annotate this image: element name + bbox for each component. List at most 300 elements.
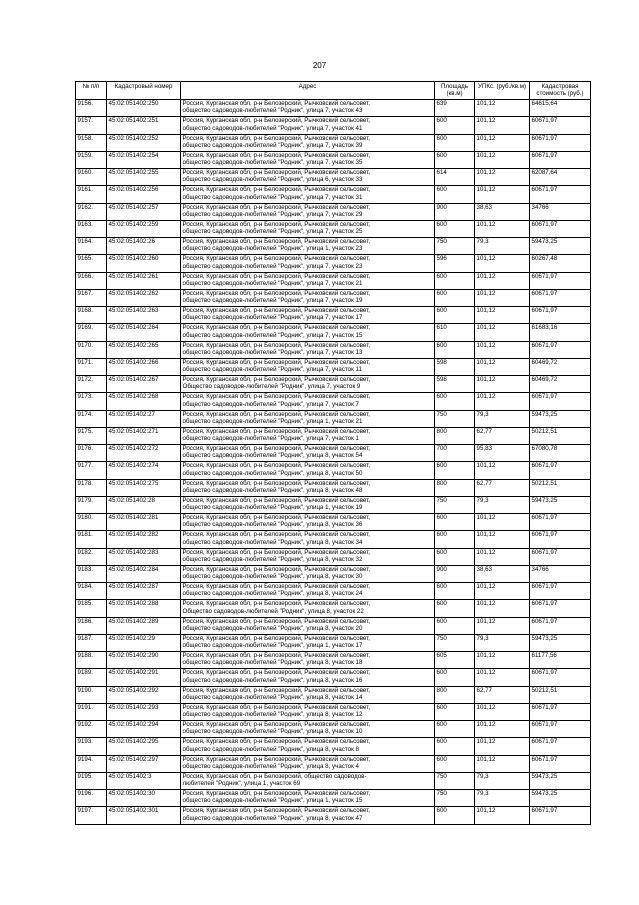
upks-value: 62,77 — [475, 427, 530, 444]
upks-value: 101,12 — [475, 531, 530, 548]
address-cell — [181, 151, 435, 168]
cadastral-number: 45:02:051402:261 — [107, 272, 181, 289]
address-line: общество садоводов-любителей "Родник", улица 7, участок 17 — [182, 314, 363, 322]
upks-value: 38,63 — [475, 203, 530, 220]
area-value: 750 — [435, 238, 475, 255]
address-line: Россия, Курганская обл, р-н Белозерский, Рычковский сельсовет, — [182, 738, 371, 746]
address-cell — [181, 514, 435, 531]
cadastral-cost-value: 60469,72 — [530, 358, 591, 375]
row-number: 9197. — [76, 807, 107, 824]
address-line: Россия, Курганская обл, р-н Белозерский, Рычковский сельсовет, — [182, 703, 371, 711]
address-cell — [181, 341, 435, 358]
cadastral-cost-value: 50212,51 — [530, 427, 591, 444]
address-cell — [181, 772, 435, 789]
upks-value: 38,63 — [475, 565, 530, 582]
address-line: Россия, Курганская обл, р-н Белозерский, Рычковский сельсовет, — [182, 100, 371, 107]
cadastral-cost-value: 60671,97 — [530, 548, 591, 565]
address-line: общество садоводов-любителей "Родник", улица 7, участок 7 — [182, 400, 359, 408]
area-value: 600 — [435, 617, 475, 634]
row-number: 9171. — [76, 358, 107, 375]
table-row — [76, 721, 591, 738]
cadastral-cost-value: 60671,97 — [530, 617, 591, 634]
upks-value: 79,3 — [475, 634, 530, 651]
address-line: Россия, Курганская обл, р-н Белозерский, Рычковский сельсовет, — [182, 134, 371, 142]
area-value: 700 — [435, 445, 475, 462]
upks-value: 101,12 — [475, 548, 530, 565]
address-line: Россия, Курганская обл, р-н Белозерский, Рычковский сельсовет, — [182, 531, 371, 539]
area-value: 598 — [435, 376, 475, 393]
cadastral-number: 45:02:051402:271 — [107, 427, 181, 444]
table-row — [76, 755, 591, 772]
area-value: 600 — [435, 220, 475, 237]
address-line: Россия, Курганская обл, р-н Белозерский, Рычковский сельсовет, — [182, 169, 371, 176]
row-number: 9163. — [76, 220, 107, 237]
row-number: 9194. — [76, 755, 107, 772]
col-header-num: № п/п — [76, 82, 107, 100]
upks-value: 79,3 — [475, 410, 530, 427]
upks-value: 101,12 — [475, 755, 530, 772]
area-value: 600 — [435, 186, 475, 203]
cadastral-cost-value: 60267,48 — [530, 255, 591, 272]
address-cell — [181, 203, 435, 220]
cadastral-number: 45:02:051402:255 — [107, 169, 181, 186]
area-value: 600 — [435, 462, 475, 479]
address-line: общество садоводов-любителей "Родник", улица 1, участок 15 — [182, 797, 363, 805]
cadastral-cost-value: 60671,97 — [530, 514, 591, 531]
address-line: общество садоводов-любителей "Родник", улица 8, участок 36 — [182, 521, 363, 529]
address-line: Россия, Курганская обл, р-н Белозерский, Рычковский сельсовет, — [182, 479, 371, 487]
address-line: общество садоводов-любителей "Родник", улица 8, участок 20 — [182, 624, 363, 632]
row-number: 9186. — [76, 617, 107, 634]
area-value: 750 — [435, 772, 475, 789]
cadastral-cost-value: 60671,97 — [530, 393, 591, 410]
table-row — [76, 703, 591, 720]
cadastral-number: 45:02:051402:250 — [107, 100, 181, 117]
address-cell — [181, 134, 435, 151]
cadastral-cost-value: 59473,25 — [530, 790, 591, 807]
table-row — [76, 686, 591, 703]
address-cell — [181, 376, 435, 393]
address-cell — [181, 220, 435, 237]
cadastral-number: 45:02:051402:264 — [107, 324, 181, 341]
table-row — [76, 617, 591, 634]
area-value: 600 — [435, 738, 475, 755]
table-row — [76, 376, 591, 393]
table-row — [76, 272, 591, 289]
table-row — [76, 583, 591, 600]
row-number: 9175. — [76, 427, 107, 444]
upks-value: 101,12 — [475, 169, 530, 186]
row-number: 9161. — [76, 186, 107, 203]
area-value: 600 — [435, 548, 475, 565]
row-number: 9181. — [76, 531, 107, 548]
cadastral-number: 45:02:051402:262 — [107, 289, 181, 306]
address-line: общество садоводов-любителей "Родник", улица 7, участок 29 — [182, 210, 363, 218]
address-cell — [181, 548, 435, 565]
cadastral-number: 45:02:051402:26 — [107, 238, 181, 255]
address-line: Россия, Курганская обл, р-н Белозерский, общество садоводов- — [182, 772, 367, 780]
table-row — [76, 238, 591, 255]
area-value: 600 — [435, 307, 475, 324]
address-line: Россия, Курганская обл, р-н Белозерский, Рычковский сельсовет, — [182, 669, 371, 677]
table-row — [76, 203, 591, 220]
address-line: Общество садоводов-любителей "Родник", улица 7, участок 9 — [182, 383, 361, 391]
area-value: 605 — [435, 652, 475, 669]
cadastral-number: 45:02:051402:257 — [107, 203, 181, 220]
address-line: общество садоводов-любителей "Родник", улица 8, участок 54 — [182, 452, 363, 460]
address-cell — [181, 289, 435, 306]
row-number: 9164. — [76, 238, 107, 255]
table-row — [76, 445, 591, 462]
cadastral-number: 45:02:051402:287 — [107, 583, 181, 600]
upks-value: 101,12 — [475, 100, 530, 117]
row-number: 9180. — [76, 514, 107, 531]
address-cell — [181, 755, 435, 772]
area-value: 600 — [435, 289, 475, 306]
address-line: общество садоводов-любителей "Родник", улица 6, участок 33 — [182, 176, 363, 184]
cadastral-number: 45:02:051402:297 — [107, 755, 181, 772]
address-line: общество садоводов-любителей "Родник", улица 8, участок 32 — [182, 555, 363, 563]
row-number: 9193. — [76, 738, 107, 755]
cadastral-number: 45:02:051402:301 — [107, 807, 181, 824]
cadastral-cost-value: 61683,16 — [530, 324, 591, 341]
address-line: Россия, Курганская обл, р-н Белозерский, Рычковский сельсовет, — [182, 376, 371, 383]
upks-value: 101,12 — [475, 600, 530, 617]
area-value: 750 — [435, 790, 475, 807]
cadastral-number: 45:02:051402:290 — [107, 652, 181, 669]
cadastral-cost-value: 59473,25 — [530, 496, 591, 513]
row-number: 9173. — [76, 393, 107, 410]
upks-value: 101,12 — [475, 134, 530, 151]
address-cell — [181, 479, 435, 496]
cadastral-number: 45:02:051402:272 — [107, 445, 181, 462]
address-line: Россия, Курганская обл, р-н Белозерский, Рычковский сельсовет, — [182, 565, 371, 573]
address-cell — [181, 807, 435, 824]
col-header-upks: УПКс. (руб./кв.м) — [475, 82, 530, 100]
address-line: общество садоводов-любителей "Родник", улица 8, участок 50 — [182, 469, 363, 477]
address-line: Россия, Курганская обл, р-н Белозерский, Рычковский сельсовет, — [182, 634, 371, 642]
address-line: Россия, Курганская обл, р-н Белозерский, Рычковский сельсовет, — [182, 462, 371, 470]
table-body — [76, 100, 591, 825]
address-line: Россия, Курганская обл, р-н Белозерский, Рычковский сельсовет, — [182, 341, 371, 349]
address-line: Россия, Курганская обл, р-н Белозерский, Рычковский сельсовет, — [182, 790, 371, 797]
upks-value: 101,12 — [475, 721, 530, 738]
row-number: 9185. — [76, 600, 107, 617]
address-cell — [181, 238, 435, 255]
cadastral-cost-value: 60671,97 — [530, 583, 591, 600]
table-row — [76, 358, 591, 375]
upks-value: 101,12 — [475, 186, 530, 203]
cadastral-number: 45:02:051402:266 — [107, 358, 181, 375]
cadastral-cost-value: 59473,25 — [530, 634, 591, 651]
cadastral-number: 45:02:051402:268 — [107, 393, 181, 410]
cadastral-cost-value: 60671,97 — [530, 462, 591, 479]
address-line: общество садоводов-любителей "Родник", улица 8, участок 10 — [182, 728, 363, 736]
cadastral-number: 45:02:051402:288 — [107, 600, 181, 617]
address-line: Россия, Курганская обл, р-н Белозерский, Рычковский сельсовет, — [182, 548, 371, 556]
upks-value: 101,12 — [475, 738, 530, 755]
address-line: Россия, Курганская обл, р-н Белозерский, Рычковский сельсовет, — [182, 427, 371, 435]
area-value: 600 — [435, 703, 475, 720]
address-cell — [181, 272, 435, 289]
address-line: общество садоводов-любителей "Родник", улица 8, участок 8 — [182, 745, 359, 753]
address-line: любителей "Родник", улица 1, участок 69 — [182, 780, 301, 788]
address-line: общество садоводов-любителей "Родник", улица 7, участок 25 — [182, 228, 363, 236]
area-value: 600 — [435, 583, 475, 600]
cadastral-cost-value: 60671,97 — [530, 807, 591, 824]
upks-value: 101,12 — [475, 324, 530, 341]
table-row — [76, 565, 591, 582]
cadastral-cost-value: 60671,97 — [530, 703, 591, 720]
cadastral-cost-value: 60671,97 — [530, 220, 591, 237]
address-cell — [181, 410, 435, 427]
area-value: 600 — [435, 531, 475, 548]
address-line: общество садоводов-любителей "Родник", улица 8, участок 24 — [182, 590, 363, 598]
cadastral-number: 45:02:051402:294 — [107, 721, 181, 738]
address-line: Россия, Курганская обл, р-н Белозерский, Рычковский сельсовет, — [182, 600, 371, 608]
area-value: 600 — [435, 807, 475, 824]
table-row — [76, 479, 591, 496]
upks-value: 62,77 — [475, 686, 530, 703]
row-number: 9195. — [76, 772, 107, 789]
address-line: общество садоводов-любителей "Родник", улица 8, участок 48 — [182, 486, 363, 494]
cadastral-number: 45:02:051402:267 — [107, 376, 181, 393]
cadastral-cost-value: 34766 — [530, 565, 591, 582]
address-cell — [181, 445, 435, 462]
address-cell — [181, 255, 435, 272]
table-row — [76, 151, 591, 168]
area-value: 600 — [435, 755, 475, 772]
address-line: Россия, Курганская обл, р-н Белозерский, Рычковский сельсовет, — [182, 514, 371, 521]
address-cell — [181, 186, 435, 203]
address-line: Россия, Курганская обл, р-н Белозерский, Рычковский сельсовет, — [182, 617, 371, 625]
table-row — [76, 531, 591, 548]
upks-value: 101,12 — [475, 255, 530, 272]
table-row — [76, 289, 591, 306]
table-row — [76, 669, 591, 686]
address-line: Россия, Курганская обл, р-н Белозерский, Рычковский сельсовет, — [182, 117, 371, 125]
upks-value: 101,12 — [475, 117, 530, 134]
area-value: 600 — [435, 393, 475, 410]
area-value: 900 — [435, 203, 475, 220]
cadastral-cost-value: 59473,25 — [530, 772, 591, 789]
table-row — [76, 307, 591, 324]
table-row — [76, 117, 591, 134]
row-number: 9176. — [76, 445, 107, 462]
row-number: 9188. — [76, 652, 107, 669]
row-number: 9165. — [76, 255, 107, 272]
area-value: 596 — [435, 255, 475, 272]
cadastral-number: 45:02:051402:30 — [107, 790, 181, 807]
row-number: 9162. — [76, 203, 107, 220]
cadastral-number: 45:02:051402:252 — [107, 134, 181, 151]
address-cell — [181, 427, 435, 444]
address-line: Россия, Курганская обл, р-н Белозерский, Рычковский сельсовет, — [182, 807, 371, 815]
row-number: 9192. — [76, 721, 107, 738]
table-row — [76, 220, 591, 237]
cadastral-cost-value: 50212,51 — [530, 686, 591, 703]
upks-value: 101,12 — [475, 617, 530, 634]
table-row — [76, 807, 591, 824]
area-value: 600 — [435, 272, 475, 289]
upks-value: 101,12 — [475, 393, 530, 410]
cadastral-number: 45:02:051402:293 — [107, 703, 181, 720]
cadastral-cost-value: 50212,51 — [530, 479, 591, 496]
area-value: 600 — [435, 669, 475, 686]
row-number: 9166. — [76, 272, 107, 289]
cadastral-cost-value: 60671,97 — [530, 272, 591, 289]
table-row — [76, 652, 591, 669]
address-line: Россия, Курганская обл, р-н Белозерский, Рычковский сельсовет, — [182, 272, 371, 280]
address-line: Россия, Курганская обл, р-н Белозерский, Рычковский сельсовет, — [182, 358, 371, 366]
cadastral-table — [75, 81, 591, 825]
area-value: 600 — [435, 721, 475, 738]
upks-value: 101,12 — [475, 703, 530, 720]
address-line: общество садоводов-любителей "Родник", улица 7, участок 31 — [182, 193, 363, 201]
table-row — [76, 169, 591, 186]
cadastral-number: 45:02:051402:281 — [107, 514, 181, 531]
cadastral-cost-value: 60671,97 — [530, 738, 591, 755]
cadastral-cost-value: 60671,97 — [530, 289, 591, 306]
address-cell — [181, 738, 435, 755]
page-number: 207 — [312, 61, 327, 70]
row-number: 9187. — [76, 634, 107, 651]
row-number: 9190. — [76, 686, 107, 703]
row-number: 9157. — [76, 117, 107, 134]
upks-value: 101,12 — [475, 462, 530, 479]
row-number: 9184. — [76, 583, 107, 600]
upks-value: 101,12 — [475, 583, 530, 600]
address-cell — [181, 100, 435, 117]
cadastral-cost-value: 60671,97 — [530, 341, 591, 358]
col-header-area: Площадь (кв.м) — [435, 82, 475, 100]
table-row — [76, 324, 591, 341]
address-line: общество садоводов-любителей "Родник", улица 1, участок 17 — [182, 642, 363, 650]
row-number: 9183. — [76, 565, 107, 582]
cadastral-cost-value: 62087,64 — [530, 169, 591, 186]
cadastral-number: 45:02:051402:275 — [107, 479, 181, 496]
address-line: Общество садоводов-любителей "Родник", улица 8, участок 22 — [182, 607, 364, 615]
cadastral-cost-value: 64615,64 — [530, 100, 591, 117]
table-header-row — [76, 82, 591, 100]
address-line: общество садоводов-любителей "Родник", улица 8, участок 34 — [182, 538, 363, 546]
address-line: Россия, Курганская обл, р-н Белозерский, Рычковский сельсовет, — [182, 721, 371, 728]
table-row — [76, 514, 591, 531]
area-value: 800 — [435, 479, 475, 496]
address-cell — [181, 307, 435, 324]
table-row — [76, 496, 591, 513]
row-number: 9160. — [76, 169, 107, 186]
cadastral-cost-value: 60671,97 — [530, 755, 591, 772]
address-cell — [181, 169, 435, 186]
area-value: 639 — [435, 100, 475, 117]
row-number: 9168. — [76, 307, 107, 324]
area-value: 600 — [435, 600, 475, 617]
address-line: общество садоводов-любителей "Родник", улица 7, участок 15 — [182, 331, 363, 339]
cadastral-number: 45:02:051402:263 — [107, 307, 181, 324]
upks-value: 101,12 — [475, 514, 530, 531]
address-line: общество садоводов-любителей "Родник", улица 8, участок 18 — [182, 659, 363, 667]
upks-value: 62,77 — [475, 479, 530, 496]
col-header-cadastral-number: Кадастровый номер — [107, 82, 181, 100]
upks-value: 101,12 — [475, 358, 530, 375]
row-number: 9156. — [76, 100, 107, 117]
table-row — [76, 790, 591, 807]
row-number: 9177. — [76, 462, 107, 479]
address-line: Россия, Курганская обл, р-н Белозерский, Рычковский сельсовет, — [182, 307, 371, 314]
address-line: Россия, Курганская обл, р-н Белозерский, Рычковский сельсовет, — [182, 289, 371, 297]
address-line: Россия, Курганская обл, р-н Белозерский, Рычковский сельсовет, — [182, 220, 371, 228]
area-value: 900 — [435, 565, 475, 582]
address-cell — [181, 617, 435, 634]
address-line: общество садоводов-любителей "Родник", улица 7, участок 43 — [182, 107, 363, 115]
upks-value: 79,3 — [475, 496, 530, 513]
table-row — [76, 427, 591, 444]
address-line: Россия, Курганская обл, р-н Белозерский, Рычковский сельсовет, — [182, 203, 371, 211]
area-value: 800 — [435, 686, 475, 703]
upks-value: 101,12 — [475, 669, 530, 686]
area-value: 800 — [435, 427, 475, 444]
upks-value: 95,83 — [475, 445, 530, 462]
table-row — [76, 255, 591, 272]
address-line: общество садоводов-любителей "Родник", улица 7, участок 19 — [182, 297, 363, 305]
address-cell — [181, 790, 435, 807]
cadastral-number: 45:02:051402:28 — [107, 496, 181, 513]
cadastral-number: 45:02:051402:291 — [107, 669, 181, 686]
cadastral-number: 45:02:051402:274 — [107, 462, 181, 479]
address-cell — [181, 496, 435, 513]
cadastral-number: 45:02:051402:251 — [107, 117, 181, 134]
area-value: 750 — [435, 634, 475, 651]
address-line: общество садоводов-любителей "Родник", улица 8, участок 30 — [182, 573, 363, 581]
address-cell — [181, 634, 435, 651]
cadastral-cost-value: 60671,97 — [530, 531, 591, 548]
cadastral-cost-value: 60671,97 — [530, 186, 591, 203]
address-cell — [181, 531, 435, 548]
row-number: 9159. — [76, 151, 107, 168]
table-row — [76, 410, 591, 427]
cadastral-cost-value: 60671,97 — [530, 669, 591, 686]
address-line: Россия, Курганская обл, р-н Белозерский, Рычковский сельсовет, — [182, 410, 371, 418]
address-line: общество садоводов-любителей "Родник", улица 1, участок 19 — [182, 504, 363, 512]
address-cell — [181, 324, 435, 341]
address-line: общество садоводов-любителей "Родник", улица 8, участок 4 — [182, 762, 359, 770]
area-value: 600 — [435, 341, 475, 358]
cadastral-cost-value: 60671,97 — [530, 600, 591, 617]
cadastral-cost-value: 60671,97 — [530, 117, 591, 134]
address-cell — [181, 117, 435, 134]
address-line: общество садоводов-любителей "Родник", улица 1, участок 21 — [182, 417, 363, 425]
address-line: общество садоводов-любителей "Родник", улица 8, участок 14 — [182, 693, 363, 701]
address-line: Россия, Курганская обл, р-н Белозерский, Рычковский сельсовет, — [182, 151, 371, 159]
area-value: 600 — [435, 514, 475, 531]
table-row — [76, 738, 591, 755]
cadastral-number: 45:02:051402:3 — [107, 772, 181, 789]
address-line: общество садоводов-любителей "Родник", улица 8, участок 47 — [182, 814, 363, 822]
cadastral-number: 45:02:051402:289 — [107, 617, 181, 634]
address-cell — [181, 600, 435, 617]
cadastral-number: 45:02:051402:256 — [107, 186, 181, 203]
address-line: общество садоводов-любителей "Родник", улица 7, участок 39 — [182, 141, 363, 149]
area-value: 750 — [435, 496, 475, 513]
cadastral-cost-value: 60671,97 — [530, 307, 591, 324]
upks-value: 79,3 — [475, 790, 530, 807]
row-number: 9167. — [76, 289, 107, 306]
cadastral-number: 45:02:051402:260 — [107, 255, 181, 272]
cadastral-number: 45:02:051402:282 — [107, 531, 181, 548]
row-number: 9189. — [76, 669, 107, 686]
cadastral-cost-value: 59473,25 — [530, 238, 591, 255]
